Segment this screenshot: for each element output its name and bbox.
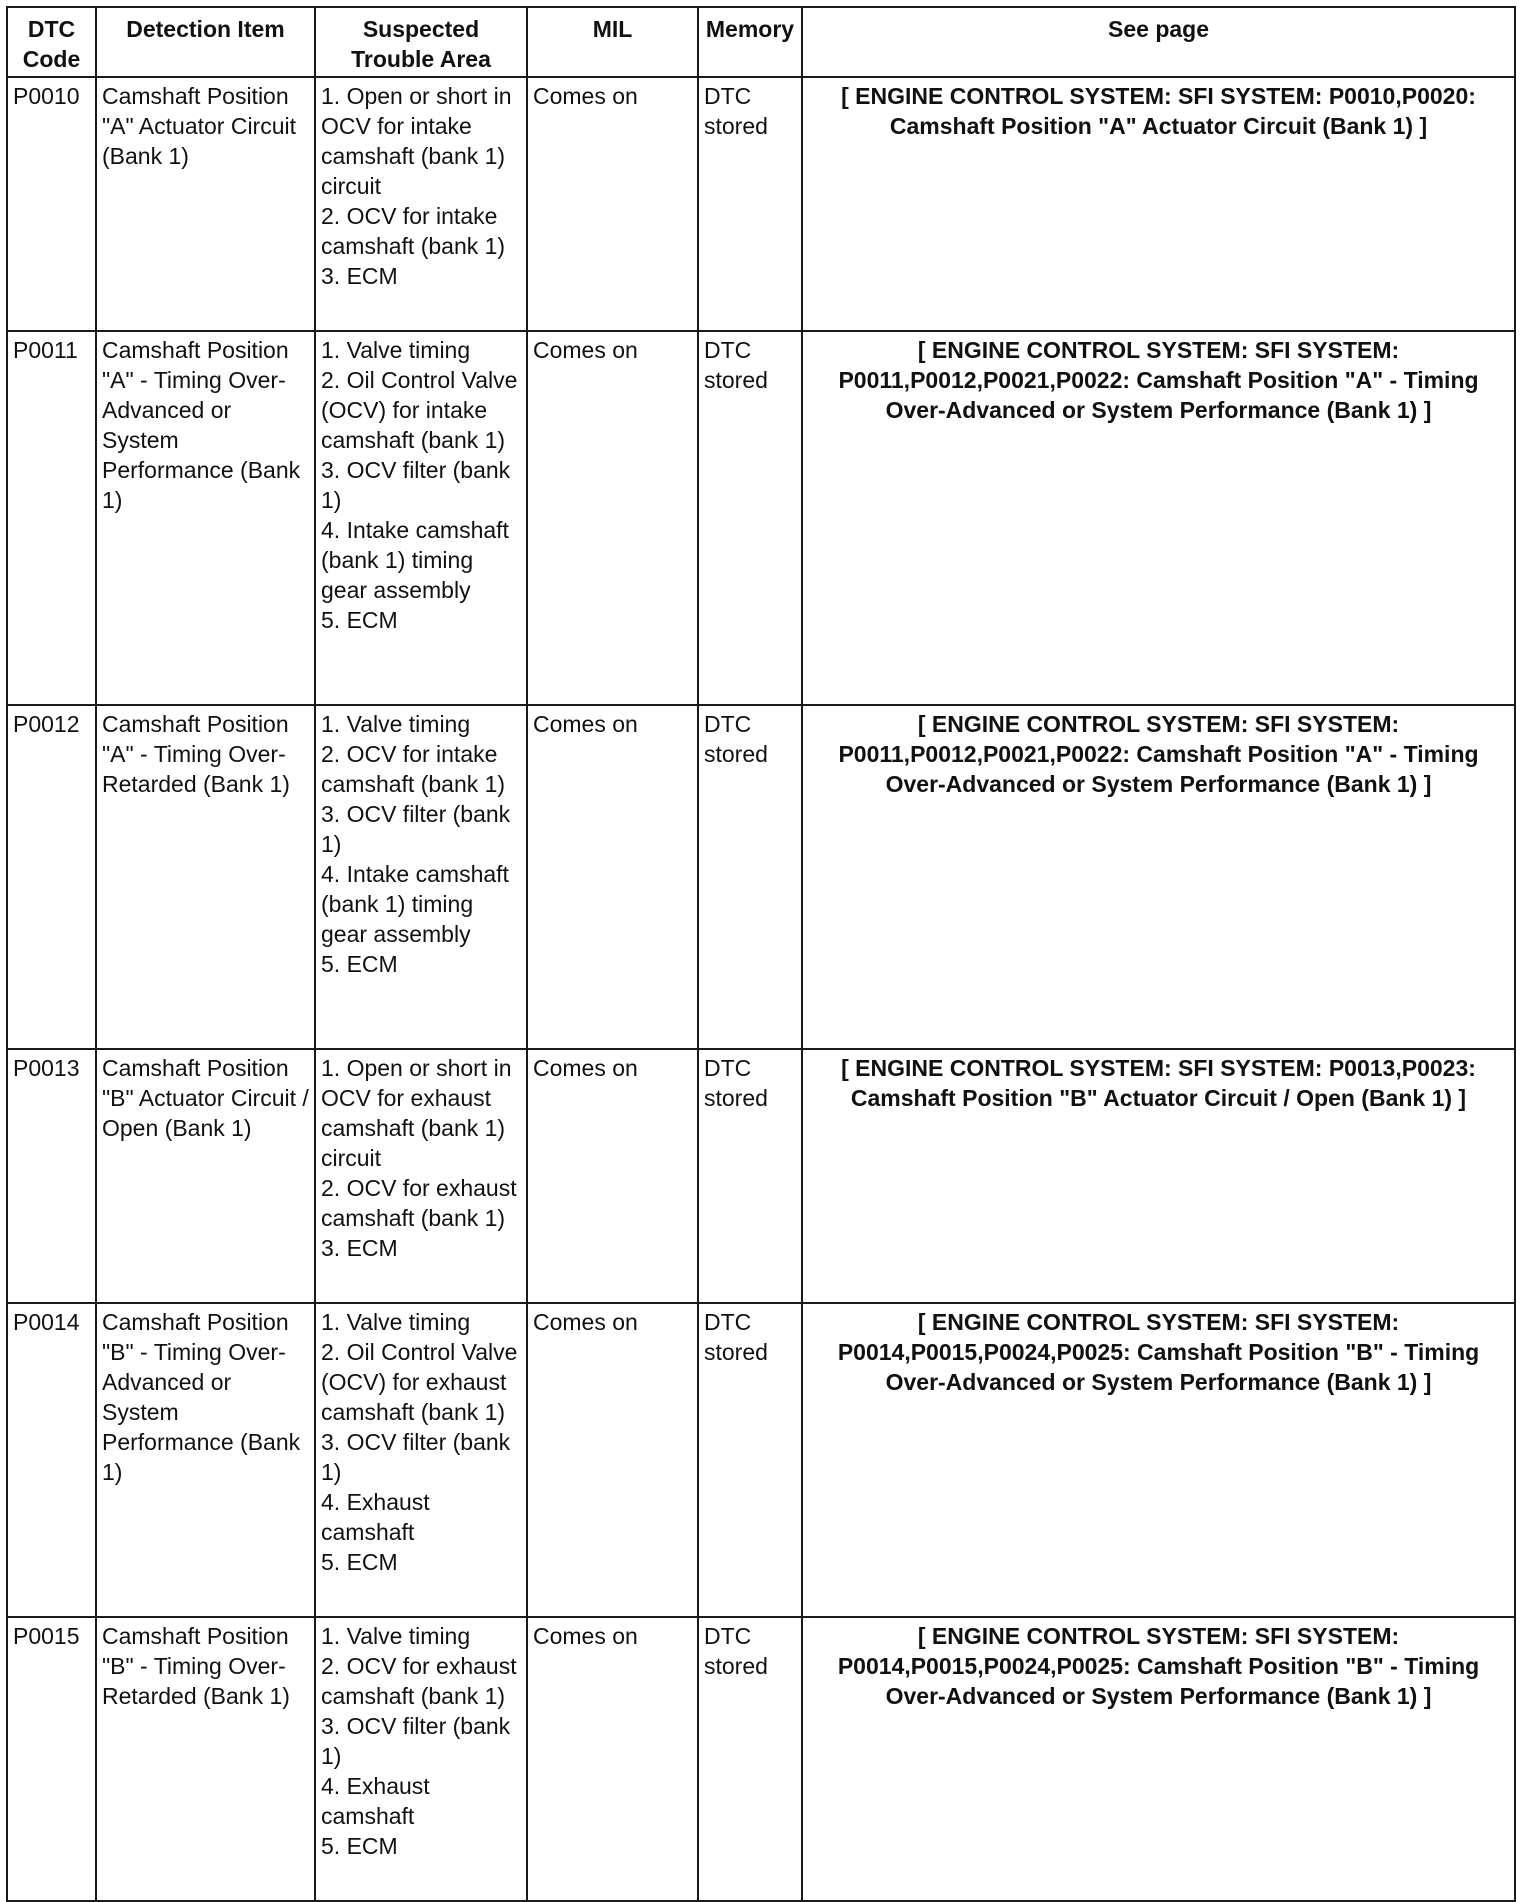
- header-detection-item: Detection Item: [96, 7, 315, 77]
- trouble-area-cell: 1. Valve timing 2. OCV for exhaust camshaft (bank 1) 3. OCV filter (bank 1) 4. Exhaust camshaft 5. ECM: [315, 1617, 527, 1901]
- dtc-code-cell: P0014: [7, 1303, 96, 1617]
- dtc-table: [6, 6, 1516, 1902]
- header-dtc-code: DTC Code: [7, 7, 96, 77]
- dtc-code-cell: P0010: [7, 77, 96, 331]
- header-suspected-trouble-area: Suspected Trouble Area: [315, 7, 527, 77]
- trouble-area-cell: 1. Valve timing 2. Oil Control Valve (OCV) for exhaust camshaft (bank 1) 3. OCV filter (bank 1) 4. Exhaust camshaft 5. ECM: [315, 1303, 527, 1617]
- header-see-page: See page: [802, 7, 1515, 77]
- dtc-code-cell: P0013: [7, 1049, 96, 1303]
- mil-cell: Comes on: [527, 705, 698, 1049]
- memory-cell: DTC stored: [698, 77, 802, 331]
- mil-cell: Comes on: [527, 77, 698, 331]
- table-row: [7, 331, 1515, 705]
- table-row: [7, 1303, 1515, 1617]
- table-row: [7, 1049, 1515, 1303]
- dtc-code-cell: P0015: [7, 1617, 96, 1901]
- see-page-link[interactable]: [ ENGINE CONTROL SYSTEM: SFI SYSTEM: P0010,P0020: Camshaft Position "A" Actuator Circuit (Bank 1) ]: [802, 77, 1515, 331]
- mil-cell: Comes on: [527, 1049, 698, 1303]
- see-page-link[interactable]: [ ENGINE CONTROL SYSTEM: SFI SYSTEM: P0011,P0012,P0021,P0022: Camshaft Position "A" - Timing Over-Advanced or System Performance (Bank 1) ]: [802, 331, 1515, 705]
- mil-cell: Comes on: [527, 331, 698, 705]
- dtc-code-cell: P0012: [7, 705, 96, 1049]
- header-row: [7, 7, 1515, 77]
- header-mil: MIL: [527, 7, 698, 77]
- table-row: [7, 77, 1515, 331]
- table-row: [7, 1617, 1515, 1901]
- detection-item-cell: Camshaft Position "A" - Timing Over-Retarded (Bank 1): [96, 705, 315, 1049]
- see-page-link[interactable]: [ ENGINE CONTROL SYSTEM: SFI SYSTEM: P0014,P0015,P0024,P0025: Camshaft Position "B" - Timing Over-Advanced or System Performance (Bank 1) ]: [802, 1303, 1515, 1617]
- detection-item-cell: Camshaft Position "B" Actuator Circuit / Open (Bank 1): [96, 1049, 315, 1303]
- header-memory: Memory: [698, 7, 802, 77]
- see-page-link[interactable]: [ ENGINE CONTROL SYSTEM: SFI SYSTEM: P0014,P0015,P0024,P0025: Camshaft Position "B" - Timing Over-Advanced or System Performance (Bank 1) ]: [802, 1617, 1515, 1901]
- see-page-link[interactable]: [ ENGINE CONTROL SYSTEM: SFI SYSTEM: P0011,P0012,P0021,P0022: Camshaft Position "A" - Timing Over-Advanced or System Performance (Bank 1) ]: [802, 705, 1515, 1049]
- trouble-area-cell: 1. Open or short in OCV for intake camshaft (bank 1) circuit 2. OCV for intake camshaft (bank 1) 3. ECM: [315, 77, 527, 331]
- trouble-area-cell: 1. Valve timing 2. Oil Control Valve (OCV) for intake camshaft (bank 1) 3. OCV filter (bank 1) 4. Intake camshaft (bank 1) timing gear assembly 5. ECM: [315, 331, 527, 705]
- mil-cell: Comes on: [527, 1303, 698, 1617]
- detection-item-cell: Camshaft Position "B" - Timing Over-Retarded (Bank 1): [96, 1617, 315, 1901]
- detection-item-cell: Camshaft Position "A" - Timing Over-Advanced or System Performance (Bank 1): [96, 331, 315, 705]
- mil-cell: Comes on: [527, 1617, 698, 1901]
- memory-cell: DTC stored: [698, 331, 802, 705]
- detection-item-cell: Camshaft Position "A" Actuator Circuit (Bank 1): [96, 77, 315, 331]
- memory-cell: DTC stored: [698, 1617, 802, 1901]
- memory-cell: DTC stored: [698, 1049, 802, 1303]
- table-row: [7, 705, 1515, 1049]
- memory-cell: DTC stored: [698, 1303, 802, 1617]
- memory-cell: DTC stored: [698, 705, 802, 1049]
- see-page-link[interactable]: [ ENGINE CONTROL SYSTEM: SFI SYSTEM: P0013,P0023: Camshaft Position "B" Actuator Circuit / Open (Bank 1) ]: [802, 1049, 1515, 1303]
- trouble-area-cell: 1. Valve timing 2. OCV for intake camshaft (bank 1) 3. OCV filter (bank 1) 4. Intake camshaft (bank 1) timing gear assembly 5. ECM: [315, 705, 527, 1049]
- trouble-area-cell: 1. Open or short in OCV for exhaust camshaft (bank 1) circuit 2. OCV for exhaust camshaft (bank 1) 3. ECM: [315, 1049, 527, 1303]
- detection-item-cell: Camshaft Position "B" - Timing Over-Advanced or System Performance (Bank 1): [96, 1303, 315, 1617]
- dtc-code-cell: P0011: [7, 331, 96, 705]
